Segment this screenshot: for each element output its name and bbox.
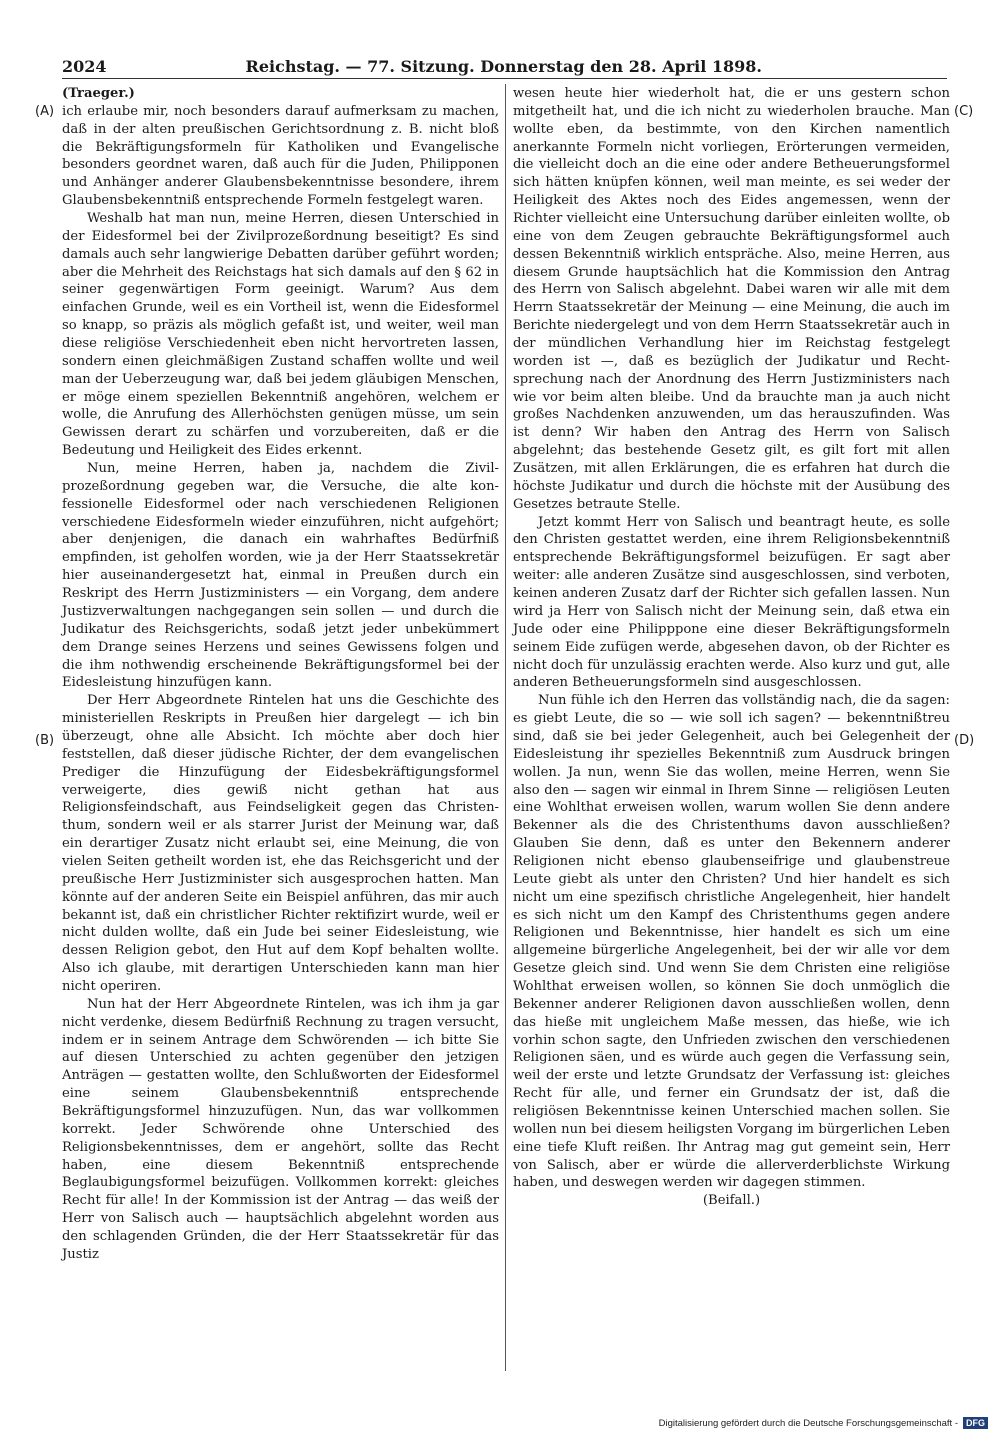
paragraph: Nun fühle ich den Herren das vollständig nach, die da sagen: es giebt Leute, die so — wie soll ich sagen? — bekenntnißtreu sind, daß sie bei jeder Gelegenheit, auch bei Gelegenheit der Eidesleistung ihr spezielles Bekenntniß zum Ausdruck bringen wollen. Ja nun, wenn Sie das wollen, meine Herren, wenn Sie also den — sagen wir einmal in Ihrem Sinne — religiösen Leuten eine Wohlthat erweisen wollen, warum wollen Sie denn andere Bekenner als die des Christenthums davon ausschließen? Glauben Sie denn, daß es unter den Bekennern anderer Religionen nicht ebenso glaubenseifrige und glaubenstreue Leute giebt als unter den Christen? Und hier handelt es sich nicht um eine spezifisch christliche Angelegenheit, hier handelt es sich nicht um den Kampf des Christenthums gegen andere Religionen und Bekenntnisse, hier handelt es sich um eine allgemeine bürgerliche Angelegenheit, bei der wir alle vor dem Gesetze gleich sind. Und wenn Sie dem Christen eine religiöse Wohlthat erweisen wollen, so können Sie doch unmöglich die Bekenner anderer Religionen davon ausschließen wollen, denn das hieße mit ungleichem Maße messen, das hieße, wie ich vorhin schon sagte, den Unfrieden zwischen den verschiedenen Religionen säen, und es würde auch gegen die Verfassung sein, weil der erste und letzte Grundsatz der Verfassung ist: gleiches Recht für alle, und ferner ein Grundsatz der ist, daß die religiösen Bekenntnisse keinen Unterschied machen sollen. Sie wollen nun bei diesem heiligsten Vorgang im bürgerlichen Leben eine tiefe Kluft reißen. Ihr Antrag mag gut gemeint sein, Herr von Salisch, aber er würde die allerverderblichste Wirkung haben, und deswegen werden wir dagegen stimmen. [513, 693, 950, 1191]
header-rule [62, 78, 947, 79]
speaker-label: (Traeger.) [62, 86, 135, 101]
page-number: 2024 [62, 57, 107, 76]
paragraph: Nun hat der Herr Abgeordnete Rintelen, was ich ihm ja gar nicht verdenke, diesem Bedürfniß Rechnung zu tragen versucht, indem er in seinem Antrage dem Schwörenden — ich bitte Sie auf diesen Unterschied zu achten gegenüber den jetzigen Anträgen — gestatten wollte, den Schlußworten der Eidesformel eine seinem Glaubensbekenntniß entsprechende Bekräftigungsformel hinzuzufügen. Nun, das war vollkommen korrekt. Jeder Schwörende ohne Unterschied des Religionsbekenntnisses, dem er angehört, sollte das Recht haben, eine diesem Bekenntniß entsprechende Beglaubigungsformel beizufügen. Vollkommen korrekt: gleiches Recht für alle! In der Kommission ist der Antrag — das weiß der Herr von Salisch auch — hauptsächlich abgelehnt worden aus den schlagenden Gründen, die der Herr Staatssekretär für das Justiz [62, 996, 499, 1262]
footer-text: Digitalisierung gefördert durch die Deutsche Forschungsgemeinschaft - [658, 1417, 958, 1429]
right-column [513, 85, 950, 1210]
paragraph: Jetzt kommt Herr von Salisch und beantragt heute, es solle den Christen gestattet werden, eine ihrem Religionsbekenntniß entsprechende Bekräftigungsformel beizufügen. Er sagt aber weiter: alle anderen Zusätze sind ausgeschlossen, sind verboten, keinen anderen Zusatz darf der Richter sich gefallen lassen. Nun wird ja Herr von Salisch nicht der Meinung sein, daß etwa ein Jude oder eine Philipppone eine dieser Bekräftigungsformeln seinem Eide zufügen werde, abgesehen davon, ob der Richter es nicht doch für unzulässig erachten werde. Also kurz und gut, alle anderen Betheuerungsformeln sind ausgeschlossen. [513, 514, 950, 691]
margin-marker-c: (C) [954, 104, 974, 119]
applause-note: (Beifall.) [702, 1193, 761, 1209]
paragraph: Der Herr Abgeordnete Rintelen hat uns die Geschichte des ministeriellen Reskripts in Preußen hier dargelegt — ich bin überzeugt, ohne alle Absicht. Ich möchte aber doch hier feststellen, daß dieser jüdische Richter, der dem evangelischen Prediger die Hinzufügung der Eidesbekräftigungsformel verweigerte, dies gewiß nicht gethan hat aus Religionsfeindschaft, aus Feindseligkeit gegen das Christenthum, sondern weil er als starrer Jurist der Meinung war, daß ein derartiger Zusatz nicht erlaubt sei, eine Meinung, die von vielen Seiten getheilt worden ist, ehe das Reichsgericht und der preußische Herr Justizminister sich ausgesprochen hatten. Man könnte auf der anderen Seite ein Beispiel anführen, das mir auch bekannt ist, daß ein christlicher Richter rektifizirt wurde, weil er nicht dulden wollte, daß ein Jude bei seiner Eidesleistung, wie dessen Religion gebot, den Hut auf dem Kopf behalten wollte. Also ich glaube, mit derartigen Unterschieden kann man hier nicht operiren. [62, 693, 499, 994]
margin-marker-d: (D) [954, 733, 975, 748]
running-title: Reichstag. — 77. Sitzung. Donnerstag den 28. April 1898. [245, 57, 762, 76]
paragraph: wesen heute hier wiederholt hat, die er uns gestern schon mitgetheilt hat, und die ich nicht zu wiederholen brauche. Man wollte eben, da bestimmte, von den Kirchen namentlich anerkannte Formeln nicht vorliegen, Erörterungen vermeiden, die vielleicht doch an die eine oder andere Betheuerungsformel sich hätten knüpfen können, weil man meinte, es sei weder der Heiligkeit des Aktes noch des Eides angemessen, wenn der Richter vielleicht eine Untersuchung darüber einleiten wollte, ob eine von dem Zeugen gebrauchte Bekräftigungsformel auch dessen Bekenntniß wirklich entspräche. Also, meine Herren, aus diesem Grunde hauptsächlich hat die Kommission den Antrag des Herrn von Salisch abgelehnt. Dabei waren wir alle mit dem Herrn Staatssekretär der Meinung — eine Meinung, die auch im Berichte niedergelegt und von dem Herrn Staatssekretär auch in der mündlichen Verhandlung hier im Reichstag festgelegt worden ist —, daß es bezüglich der Judikatur und Rechtsprechung nach der Anordnung des Herrn Justizministers nach wie vor beim alten bleibe. Und da brauchte man ja auch nicht großes Nachdenken anzuwenden, um das herauszufinden. Was ist denn? Wir haben den Antrag des Herrn von Salisch abgelehnt; das bestehende Gesetz gilt, es gilt fort mit allen Zusätzen, mit allen Erklärungen, die es erfahren hat durch die höchste Judikatur und durch die höchste mit der Ausübung des Gesetzes betraute Stelle. [513, 86, 950, 512]
margin-marker-a: (A) [35, 104, 55, 119]
digitization-footer [659, 1417, 988, 1429]
paragraph: Weshalb hat man nun, meine Herren, diesen Unterschied in der Eidesformel bei der Zivilprozeßordnung beseitigt? Es sind damals auch sehr langwierige Debatten darüber geführt worden; aber die Mehrheit des Reichstags hat sich damals auf den § 62 in seiner gegenwärtigen Form geeinigt. Warum? Aus dem einfachen Grunde, weil es ein Vortheil ist, wenn die Eidesformel so knapp, so präzis als möglich gefaßt ist, und weiter, weil man diese religiöse Verschiedenheit eben nicht hervortreten lassen, sondern einen gleichmäßigen Zustand schaffen wollte und weil man der Ueberzeugung war, daß bei jedem gläubigen Menschen, er möge einem speziellen Bekenntniß angehören, welchem er wolle, die Anrufung des Allerhöchsten genügen müsse, um sein Gewissen derart zu schärfen und vorzubereiten, daß er die Bedeutung und Heiligkeit des Eides erkennt. [62, 211, 499, 459]
left-column [62, 85, 499, 1264]
column-divider [505, 84, 506, 1371]
dfg-logo: DFG [963, 1417, 988, 1429]
paragraph: ich erlaube mir, noch besonders darauf aufmerksam zu machen, daß in der alten preußischen Gerichtsordnung z. B. nicht bloß die Bekräftigungsformeln für Katholiken und Evangelische besonders geordnet waren, daß auch für die Juden, Philipponen und Anhänger anderer Glaubensbekenntnisse besondere, ihrem Glaubensbekenntniß entsprechende Formeln festgelegt waren. [62, 103, 499, 209]
page-header [62, 57, 762, 76]
margin-marker-b: (B) [35, 733, 55, 748]
paragraph: Nun, meine Herren, haben ja, nachdem die Zivilprozeßordnung gegeben war, die Versuche, die alte konfessionelle Eidesformel oder nach verschiedenen Religionen verschiedene Eidesformeln wieder einzuführen, nicht aufgehört; aber denjenigen, die danach ein wahrhaftes Bedürfniß empfinden, ist geholfen worden, wie ja der Herr Staatssekretär hier auseinandergesetzt hat, einmal in Preußen durch ein Reskript des Herrn Justizministers — ein Vorgang, dem andere Justizverwaltungen nachgegangen sein sollen — und durch die Judikatur des Reichsgerichts, sodaß jetzt jeder unbekümmert dem Drange seines Herzens und seines Gewissens folgen und die ihm nothwendig erscheinende Bekräftigungsformel bei der Eidesleistung hinzufügen kann. [62, 461, 499, 691]
